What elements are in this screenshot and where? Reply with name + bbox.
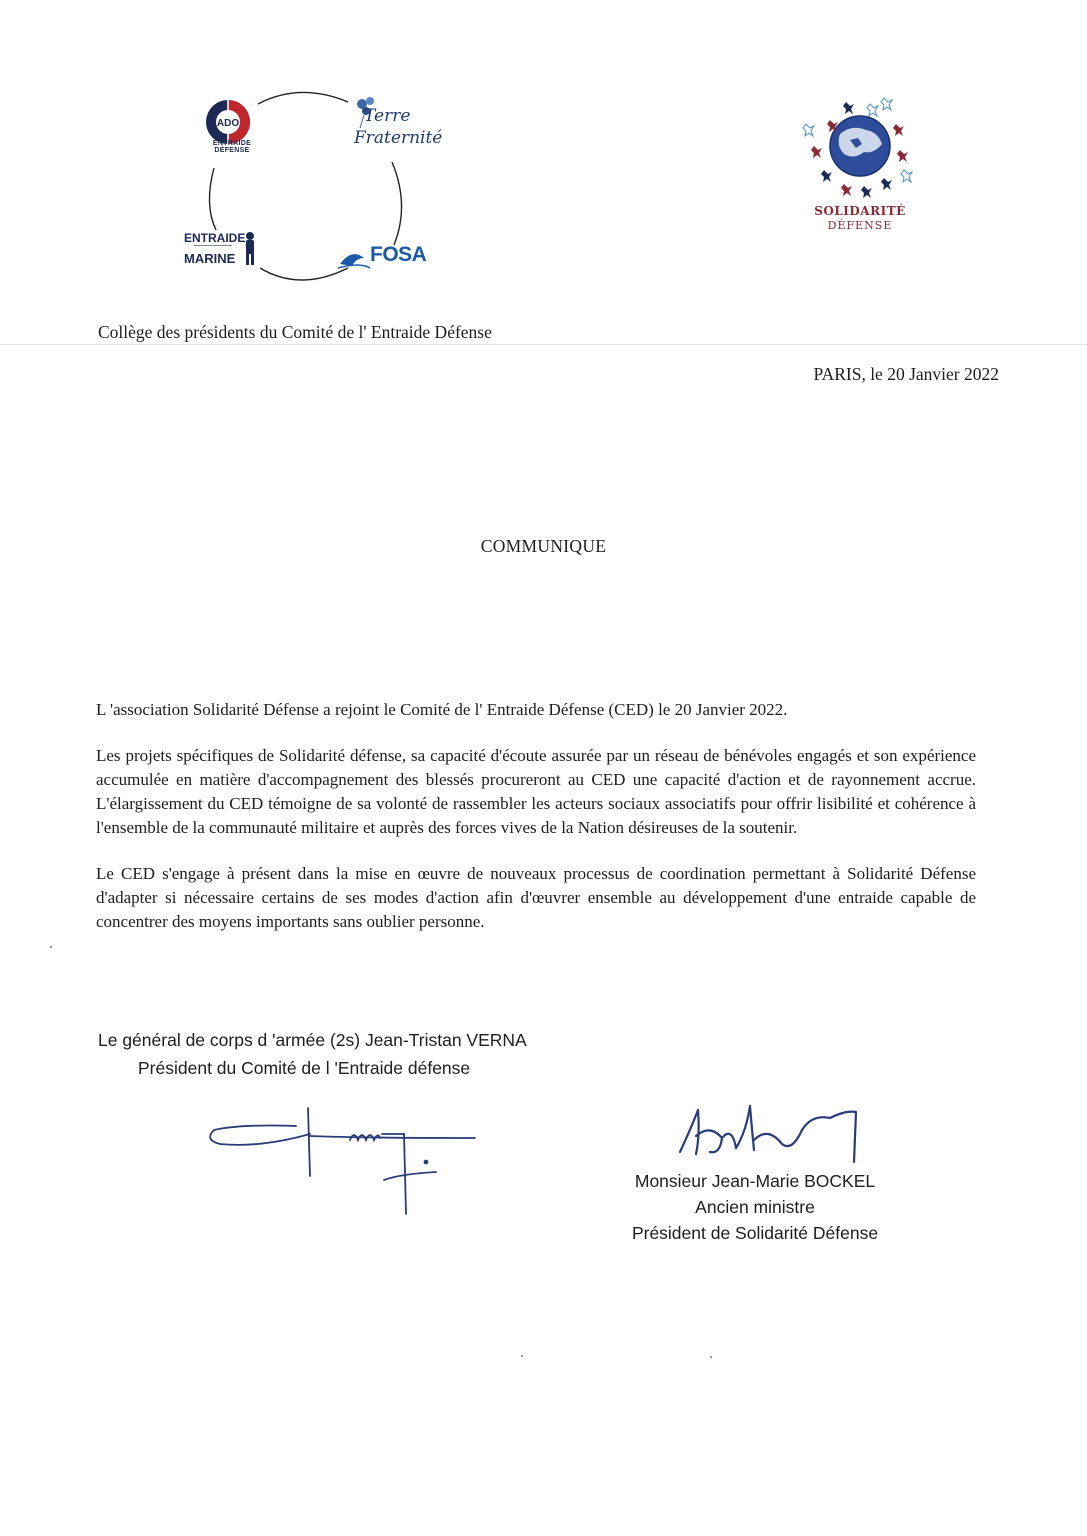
scan-speck <box>710 1356 712 1358</box>
fosa-logo-text: FOSA <box>370 243 427 266</box>
dateline: PARIS, le 20 Janvier 2022 <box>813 364 999 384</box>
signatory-2-name: Monsieur Jean-Marie BOCKEL <box>634 1171 876 1191</box>
solidarite-defense-line2: DÉFENSE <box>827 219 893 232</box>
solidarite-defense-line1: SOLIDARITÉ <box>814 204 906 218</box>
ado-logo-icon <box>206 98 250 146</box>
communique-title: COMMUNIQUE <box>480 536 607 556</box>
body-paragraph-2: Les projets spécifiques de Solidarité défense, sa capacité d'écoute assurée par un réseau de bénévoles engagés et son expérience accumulée en matière d'accompagnement des blessés procureront au CED une capacité d'action et de rayonnement accrue. L'élargissement du CED témoigne de sa volonté de rassembler les acteurs sociaux associatifs pour offrir lisibilité et cohérence à l'ensemble de la communauté militaire et auprès des forces vives de la Nation désireuses de la soutenir. <box>96 746 976 837</box>
signatory-1-name: Le général de corps d 'armée (2s) Jean-Tristan VERNA <box>98 1030 527 1050</box>
signatory-1-title: Président du Comité de l 'Entraide défense <box>138 1058 471 1078</box>
terre-fraternite-line1: Terre <box>364 106 411 126</box>
entraide-marine-line1: ENTRAIDE <box>184 231 246 245</box>
college-heading: Collège des présidents du Comité de l' Entraide Défense <box>98 322 492 342</box>
header-divider <box>0 344 1087 345</box>
terre-fraternite-line2: Fraternité <box>354 128 443 148</box>
svg-text:ADO: ADO <box>216 118 240 129</box>
ado-subtitle: ENTRAIDE DÉFENSE <box>212 140 252 154</box>
signatory-2-former-role: Ancien ministre <box>695 1197 815 1217</box>
solidarite-globe-icon <box>800 94 920 204</box>
scan-speck <box>50 946 52 948</box>
signature-verna-icon <box>200 1096 490 1226</box>
ced-logo-cluster <box>170 80 460 295</box>
signatory-2-title: Président de Solidarité Défense <box>631 1223 879 1243</box>
body-paragraph-1: L 'association Solidarité Défense a rejoint le Comité de l' Entraide Défense (CED) le 20 Janvier 2022. <box>96 700 788 719</box>
scan-speck <box>521 1355 523 1357</box>
body-paragraph-3: Le CED s'engage à présent dans la mise en œuvre de nouveaux processus de coordination permettant à Solidarité Défense d'adapter si nécessaire certains de ses modes d'action afin d'œuvrer ensemble au développement d'une entraide capable de concentrer des moyens importants sans oublier personne. <box>96 864 976 931</box>
solidarite-defense-logo <box>800 94 920 234</box>
fosa-wave-icon <box>338 254 370 268</box>
signatory-2-block <box>600 1168 910 1246</box>
signature-bockel-icon <box>670 1096 900 1172</box>
marine-sailor-icon <box>246 232 254 265</box>
communique-body <box>96 698 976 956</box>
entraide-marine-line2: MARINE <box>184 251 236 266</box>
